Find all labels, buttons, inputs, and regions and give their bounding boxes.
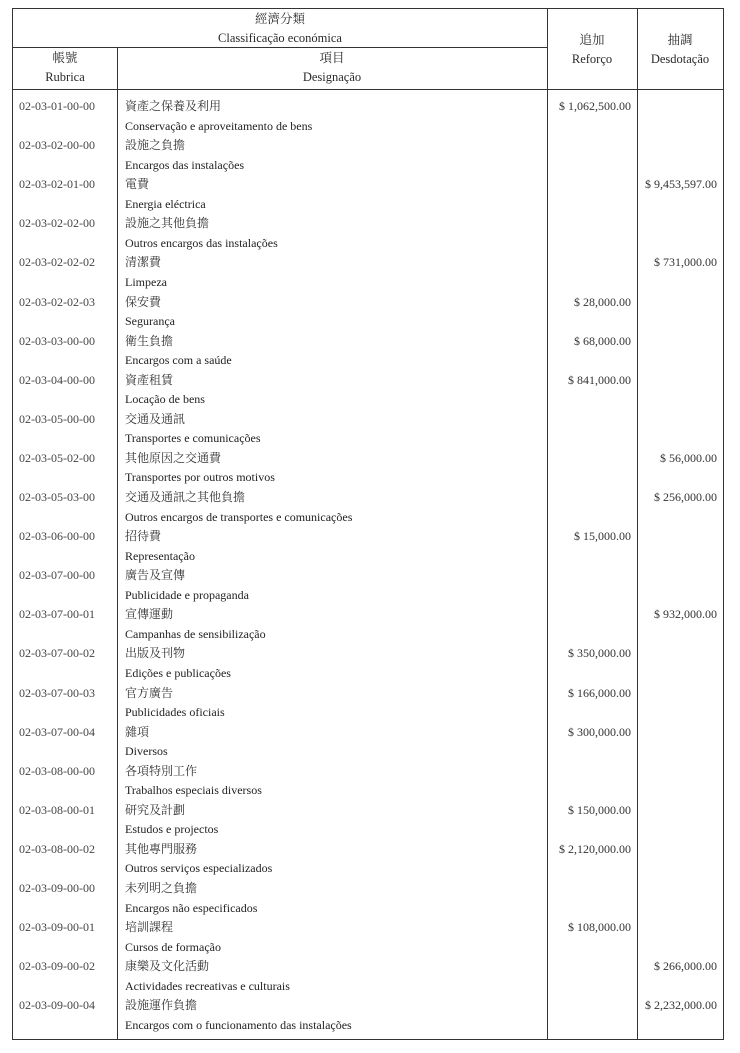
row-rubric-code: 02-03-04-00-00	[19, 372, 95, 387]
row-reinforcement-amount: $ 28,000.00	[574, 294, 631, 309]
row-designation-pt: Cursos de formação	[125, 939, 221, 954]
row-designation-pt: Trabalhos especiais diversos	[125, 783, 262, 798]
row-designation-zh: 資產之保養及利用	[125, 99, 222, 113]
row-designation-zh: 保安費	[125, 294, 162, 309]
row-deduction-amount: $ 932,000.00	[654, 607, 717, 622]
row-designation-zh: 招待費	[125, 529, 162, 544]
row-reinforcement-amount: $ 15,000.00	[574, 529, 631, 544]
header-designation-pt: Designação	[302, 70, 362, 84]
row-designation-zh: 設施之其他負擔	[125, 216, 210, 231]
row-designation-pt: Outros encargos de transportes e comunicações	[125, 509, 353, 524]
header-classification-pt: Classificação económica	[218, 31, 342, 45]
row-deduction-amount: $ 56,000.00	[660, 450, 717, 465]
row-designation-zh: 清潔費	[125, 255, 162, 270]
column-divider	[547, 9, 548, 1039]
row-rubric-code: 02-03-09-00-04	[19, 998, 95, 1013]
row-reinforcement-amount: $ 841,000.00	[568, 372, 631, 387]
row-designation-pt: Segurança	[125, 314, 175, 328]
row-reinforcement-amount: $ 1,062,500.00	[559, 99, 631, 113]
row-deduction-amount: $ 731,000.00	[654, 255, 717, 270]
row-designation-pt: Diversos	[125, 744, 168, 759]
row-designation-zh: 設施之負擔	[125, 138, 186, 153]
row-designation-zh: 設施運作負擔	[125, 998, 198, 1013]
row-designation-zh: 康樂及文化活動	[125, 959, 210, 974]
row-deduction-amount: $ 266,000.00	[654, 959, 717, 974]
row-rubric-code: 02-03-05-00-00	[19, 411, 95, 426]
row-reinforcement-amount: $ 108,000.00	[568, 920, 631, 935]
row-designation-pt: Limpeza	[125, 274, 167, 289]
row-rubric-code: 02-03-07-00-03	[19, 685, 95, 700]
row-reinforcement-amount: $ 2,120,000.00	[559, 841, 631, 856]
row-rubric-code: 02-03-02-02-02	[19, 255, 95, 270]
row-designation-pt: Edições e publicações	[125, 665, 231, 680]
header-deduction-zh: 抽調	[667, 33, 693, 47]
row-designation-pt: Encargos das instalações	[125, 157, 245, 172]
row-rubric-code: 02-03-07-00-02	[19, 646, 95, 661]
row-designation-zh: 其他專門服務	[125, 841, 198, 856]
row-designation-zh: 研究及計劃	[125, 802, 186, 817]
header-classification-zh: 經濟分類	[254, 12, 305, 26]
row-rubric-code: 02-03-08-00-02	[19, 841, 95, 856]
row-designation-zh: 其他原因之交通費	[125, 450, 222, 465]
row-designation-zh: 廣告及宣傳	[125, 568, 186, 583]
row-designation-zh: 宣傳運動	[125, 607, 174, 622]
row-designation-zh: 未列明之負擔	[125, 881, 198, 895]
row-rubric-code: 02-03-07-00-04	[19, 724, 95, 739]
header-rubric-zh: 帳號	[52, 51, 78, 65]
header-reinforcement-pt: Reforço	[571, 52, 613, 66]
row-designation-pt: Transportes por outros motivos	[125, 470, 275, 485]
row-designation-zh: 各項特別工作	[125, 763, 198, 778]
row-rubric-code: 02-03-05-02-00	[19, 450, 95, 465]
header-deduction-pt: Desdotação	[650, 52, 710, 66]
row-designation-pt: Encargos com o funcionamento das instalações	[125, 1017, 352, 1032]
row-rubric-code: 02-03-02-02-03	[19, 294, 95, 309]
row-rubric-code: 02-03-09-00-00	[19, 881, 95, 895]
row-rubric-code: 02-03-02-01-00	[19, 177, 95, 192]
row-designation-zh: 交通及通訊	[125, 411, 186, 426]
row-designation-pt: Locação de bens	[125, 392, 205, 407]
row-rubric-code: 02-03-08-00-01	[19, 802, 95, 817]
row-rubric-code: 02-03-06-00-00	[19, 529, 95, 544]
row-rubric-code: 02-03-07-00-00	[19, 568, 95, 583]
row-designation-zh: 出版及刊物	[125, 646, 186, 661]
row-designation-zh: 雜項	[125, 724, 150, 739]
row-deduction-amount: $ 9,453,597.00	[645, 177, 717, 192]
row-rubric-code: 02-03-07-00-01	[19, 607, 95, 622]
row-rubric-code: 02-03-09-00-01	[19, 920, 95, 935]
row-designation-pt: Publicidade e propaganda	[125, 587, 249, 602]
row-designation-zh: 資產租賃	[125, 372, 174, 387]
row-designation-pt: Estudos e projectos	[125, 822, 219, 837]
row-rubric-code: 02-03-05-03-00	[19, 490, 95, 504]
row-designation-pt: Representação	[125, 548, 195, 563]
row-designation-pt: Outros serviços especializados	[125, 861, 273, 876]
row-designation-zh: 電費	[125, 177, 150, 192]
column-divider	[117, 47, 118, 1039]
row-designation-zh: 官方廣告	[125, 685, 174, 700]
column-divider	[637, 9, 638, 1039]
row-reinforcement-amount: $ 300,000.00	[568, 724, 631, 739]
row-reinforcement-amount: $ 68,000.00	[574, 333, 631, 348]
row-designation-pt: Encargos com a saúde	[125, 353, 232, 368]
budget-table	[12, 8, 724, 1040]
row-designation-pt: Encargos não especificados	[125, 900, 258, 915]
row-reinforcement-amount: $ 150,000.00	[568, 802, 631, 817]
row-rubric-code: 02-03-09-00-02	[19, 959, 95, 974]
row-designation-pt: Conservação e aproveitamento de bens	[125, 118, 313, 133]
row-designation-zh: 交通及通訊之其他負擔	[125, 490, 246, 504]
row-deduction-amount: $ 256,000.00	[654, 490, 717, 504]
row-rubric-code: 02-03-01-00-00	[19, 99, 95, 113]
header-divider	[13, 89, 723, 90]
row-rubric-code: 02-03-03-00-00	[19, 333, 95, 348]
row-designation-pt: Energia eléctrica	[125, 196, 206, 211]
header-designation-zh: 項目	[319, 51, 345, 65]
row-reinforcement-amount: $ 166,000.00	[568, 685, 631, 700]
row-designation-zh: 培訓課程	[125, 920, 174, 935]
row-designation-zh: 衛生負擔	[125, 333, 174, 348]
header-rubric-pt: Rubrica	[45, 70, 85, 84]
header-reinforcement-zh: 追加	[579, 33, 605, 47]
row-designation-pt: Transportes e comunicações	[125, 431, 261, 446]
row-deduction-amount: $ 2,232,000.00	[645, 998, 717, 1013]
row-designation-pt: Actividades recreativas e culturais	[125, 978, 290, 993]
row-rubric-code: 02-03-08-00-00	[19, 763, 95, 778]
row-designation-pt: Campanhas de sensibilização	[125, 626, 266, 641]
row-designation-pt: Publicidades oficiais	[125, 705, 225, 719]
row-designation-pt: Outros encargos das instalações	[125, 235, 278, 250]
row-reinforcement-amount: $ 350,000.00	[568, 646, 631, 661]
row-rubric-code: 02-03-02-02-00	[19, 216, 95, 231]
row-rubric-code: 02-03-02-00-00	[19, 138, 95, 153]
